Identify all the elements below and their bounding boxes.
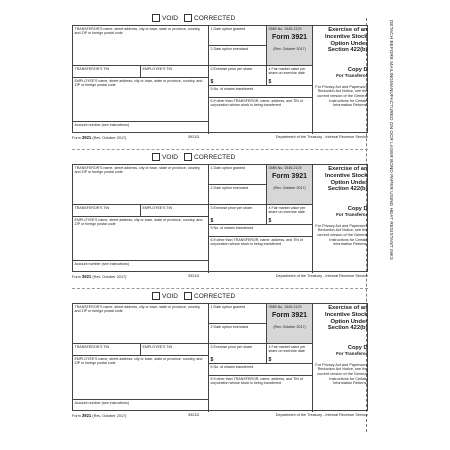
- account-number-field[interactable]: [73, 261, 209, 273]
- field-label: 3 Exercise price per share: [210, 345, 253, 349]
- privacy-notice: For Privacy Act and Paperwork Reduction Act Notice, see the current version of the General Instructions for Certain Information Returns.: [315, 362, 368, 386]
- privacy-notice: For Privacy Act and Paperwork Reduction Act Notice, see the current version of the General Instructions for Certain Information Returns.: [315, 84, 368, 108]
- field-label: Account number (see instructions): [74, 123, 130, 127]
- box1-field[interactable]: [209, 26, 267, 46]
- box5-field[interactable]: [209, 364, 313, 376]
- form-number: Form 3921: [271, 312, 308, 320]
- dollar-sign: $: [268, 217, 272, 224]
- void-label: VOID: [162, 153, 178, 161]
- copy-name: Copy D: [347, 206, 368, 212]
- field-label: 4 Fair market value per share on exercise date: [268, 67, 306, 76]
- footer-department: Department of the Treasury - Internal Revenue Service: [275, 413, 368, 417]
- box4-field[interactable]: [267, 205, 313, 225]
- corrected-checkbox[interactable]: [184, 14, 235, 22]
- field-label: EMPLOYEE'S TIN: [142, 345, 173, 349]
- employee-tin-field[interactable]: [141, 344, 209, 356]
- field-label: Account number (see instructions): [74, 262, 130, 266]
- corrected-label: CORRECTED: [194, 292, 236, 300]
- corrected-checkbox[interactable]: [184, 153, 235, 161]
- footer-code: 3921D: [188, 274, 200, 278]
- form-id-block: [267, 26, 313, 66]
- copy-divider: [72, 149, 368, 150]
- box3-field[interactable]: [209, 344, 267, 364]
- box3-field[interactable]: [209, 66, 267, 86]
- form-title: Exercise of an Incentive Stock Option Under Section 422(b): [324, 27, 368, 54]
- void-label: VOID: [162, 292, 178, 300]
- copy-topline: [72, 290, 368, 302]
- box2-field[interactable]: [209, 46, 267, 66]
- transferor-tin-field[interactable]: [73, 66, 141, 78]
- form-copy: [72, 290, 368, 425]
- copy-name: Copy D: [347, 345, 368, 351]
- dollar-sign: $: [210, 356, 214, 363]
- form-number: Form 3921: [271, 34, 308, 42]
- checkbox-box[interactable]: [152, 14, 160, 22]
- checkbox-box[interactable]: [184, 292, 192, 300]
- footer-form-id: [72, 413, 126, 418]
- field-label: Account number (see instructions): [74, 401, 130, 405]
- field-label: EMPLOYEE'S name, street address, city or town, state or province, country, and ZIP or foreign postal code: [74, 218, 203, 227]
- employee-tin-field[interactable]: [141, 66, 209, 78]
- form-title-block: [313, 304, 369, 344]
- box5-field[interactable]: [209, 86, 313, 98]
- form-title: Exercise of an Incentive Stock Option Under Section 422(b): [324, 305, 368, 332]
- box4-field[interactable]: [267, 66, 313, 86]
- transferor-name-field[interactable]: [73, 165, 209, 205]
- footer-form-number: 3921: [81, 274, 92, 279]
- form-title-block: [313, 165, 369, 205]
- corrected-checkbox[interactable]: [184, 292, 235, 300]
- field-label: 6 If other than TRANSFEROR, name, address, and TIN of corporation whose stock is being transferred: [210, 377, 303, 386]
- footer-department: Department of the Treasury - Internal Revenue Service: [275, 274, 368, 278]
- footer-form-word: Form: [72, 275, 81, 279]
- checkbox-box[interactable]: [184, 153, 192, 161]
- field-label: EMPLOYEE'S TIN: [142, 67, 173, 71]
- field-label: TRANSFEROR'S name, street address, city or town, state or province, country, and ZIP or foreign postal code: [74, 166, 201, 175]
- copy-info-block: [313, 66, 369, 134]
- dollar-sign: $: [210, 78, 214, 85]
- dollar-sign: $: [268, 78, 272, 85]
- field-label: 1 Date option granted: [210, 27, 246, 31]
- field-label: 1 Date option granted: [210, 305, 246, 309]
- box2-field[interactable]: [209, 324, 267, 344]
- box6-field[interactable]: [209, 376, 313, 412]
- corrected-label: CORRECTED: [194, 14, 236, 22]
- footer-rev: (Rev. October 2017): [92, 275, 127, 279]
- transferor-name-field[interactable]: [73, 304, 209, 344]
- employee-address-field[interactable]: [73, 78, 209, 122]
- privacy-notice: For Privacy Act and Paperwork Reduction Act Notice, see the current version of the General Instructions for Certain Information Returns.: [315, 223, 368, 247]
- revision-date: (Rev. October 2017): [273, 185, 306, 190]
- employee-address-field[interactable]: [73, 217, 209, 261]
- field-label: 6 If other than TRANSFEROR, name, address, and TIN of corporation whose stock is being transferred: [210, 99, 303, 108]
- checkbox-box[interactable]: [152, 153, 160, 161]
- copy-for: For Transferor: [336, 73, 368, 79]
- footer-form-word: Form: [72, 136, 81, 140]
- transferor-tin-field[interactable]: [73, 205, 141, 217]
- field-label: 5 No. of shares transferred: [210, 87, 254, 91]
- box1-field[interactable]: [209, 165, 267, 185]
- void-label: VOID: [162, 14, 178, 22]
- form-copy: [72, 151, 368, 286]
- footer-form-id: [72, 274, 126, 279]
- copy-info-block: [313, 205, 369, 273]
- footer-form-number: 3921: [81, 413, 92, 418]
- field-label: 6 If other than TRANSFEROR, name, address, and TIN of corporation whose stock is being transferred: [210, 238, 303, 247]
- field-label: TRANSFEROR'S TIN: [74, 67, 110, 71]
- copy-topline: [72, 12, 368, 24]
- footer-form-id: [72, 135, 126, 140]
- form-frame: [72, 25, 368, 133]
- checkbox-box[interactable]: [152, 292, 160, 300]
- transferor-name-field[interactable]: [73, 26, 209, 66]
- omb-number: OMB No. 1545-2129: [268, 305, 302, 309]
- detach-notice: DETACH BEFORE MAILING: [389, 20, 394, 81]
- field-label: EMPLOYEE'S name, street address, city or town, state or province, country, and ZIP or foreign postal code: [74, 79, 203, 88]
- copy-for: For Transferor: [336, 212, 368, 218]
- box6-field[interactable]: [209, 98, 313, 134]
- field-label: 5 No. of shares transferred: [210, 365, 254, 369]
- omb-number: OMB No. 1545-2129: [268, 166, 302, 170]
- account-number-field[interactable]: [73, 400, 209, 412]
- box3-field[interactable]: [209, 205, 267, 225]
- revision-date: (Rev. October 2017): [273, 46, 306, 51]
- form-footer: [72, 274, 368, 282]
- form-footer: [72, 413, 368, 421]
- footer-code: 3921D: [188, 413, 200, 417]
- void-checkbox[interactable]: [152, 14, 178, 22]
- transferor-tin-field[interactable]: [73, 344, 141, 356]
- employee-address-field[interactable]: [73, 356, 209, 400]
- employee-tin-field[interactable]: [141, 205, 209, 217]
- omb-number: OMB No. 1545-2129: [268, 27, 302, 31]
- field-label: TRANSFEROR'S name, street address, city or town, state or province, country, and ZIP or foreign postal code: [74, 27, 201, 36]
- field-label: 2 Date option exercised: [210, 186, 249, 190]
- form-title: Exercise of an Incentive Stock Option Under Section 422(b): [324, 166, 368, 193]
- field-label: EMPLOYEE'S TIN: [142, 206, 173, 210]
- field-label: TRANSFEROR'S TIN: [74, 345, 110, 349]
- field-label: 4 Fair market value per share on exercise date: [268, 206, 306, 215]
- footer-form-word: Form: [72, 414, 81, 418]
- footer-code: 3921D: [188, 135, 200, 139]
- field-label: 5 No. of shares transferred: [210, 226, 254, 230]
- dollar-sign: $: [268, 356, 272, 363]
- footer-form-number: 3921: [81, 135, 92, 140]
- form-id-block: [267, 165, 313, 205]
- box6-field[interactable]: [209, 237, 313, 273]
- form-number: Form 3921: [271, 173, 308, 181]
- paper-notice: MANUFACTURED ON OCR LASER BOND PAPER USING HEAT RESISTANT INKS: [389, 80, 394, 261]
- field-label: 2 Date option exercised: [210, 325, 249, 329]
- field-label: EMPLOYEE'S name, street address, city or town, state or province, country, and ZIP or foreign postal code: [74, 357, 203, 366]
- box5-field[interactable]: [209, 225, 313, 237]
- side-margin-text: [373, 20, 409, 420]
- void-checkbox[interactable]: [152, 292, 178, 300]
- field-label: TRANSFEROR'S TIN: [74, 206, 110, 210]
- form-id-block: [267, 304, 313, 344]
- box4-field[interactable]: [267, 344, 313, 364]
- footer-department: Department of the Treasury - Internal Revenue Service: [275, 135, 368, 139]
- form-footer: [72, 135, 368, 143]
- field-label: 3 Exercise price per share: [210, 206, 253, 210]
- field-label: 2 Date option exercised: [210, 47, 249, 51]
- field-label: 1 Date option granted: [210, 166, 246, 170]
- copy-name: Copy D: [347, 67, 368, 73]
- field-label: 4 Fair market value per share on exercise date: [268, 345, 306, 354]
- form-copy: [72, 12, 368, 147]
- dollar-sign: $: [210, 217, 214, 224]
- form-frame: [72, 303, 368, 411]
- revision-date: (Rev. October 2017): [273, 324, 306, 329]
- form-frame: [72, 164, 368, 272]
- copy-divider: [72, 288, 368, 289]
- box2-field[interactable]: [209, 185, 267, 205]
- box1-field[interactable]: [209, 304, 267, 324]
- footer-rev: (Rev. October 2017): [92, 414, 127, 418]
- void-checkbox[interactable]: [152, 153, 178, 161]
- copy-info-block: [313, 344, 369, 412]
- copy-for: For Transferor: [336, 351, 368, 357]
- copy-topline: [72, 151, 368, 163]
- form-title-block: [313, 26, 369, 66]
- footer-rev: (Rev. October 2017): [92, 136, 127, 140]
- account-number-field[interactable]: [73, 122, 209, 134]
- checkbox-box[interactable]: [184, 14, 192, 22]
- field-label: 3 Exercise price per share: [210, 67, 253, 71]
- field-label: TRANSFEROR'S name, street address, city or town, state or province, country, and ZIP or foreign postal code: [74, 305, 201, 314]
- corrected-label: CORRECTED: [194, 153, 236, 161]
